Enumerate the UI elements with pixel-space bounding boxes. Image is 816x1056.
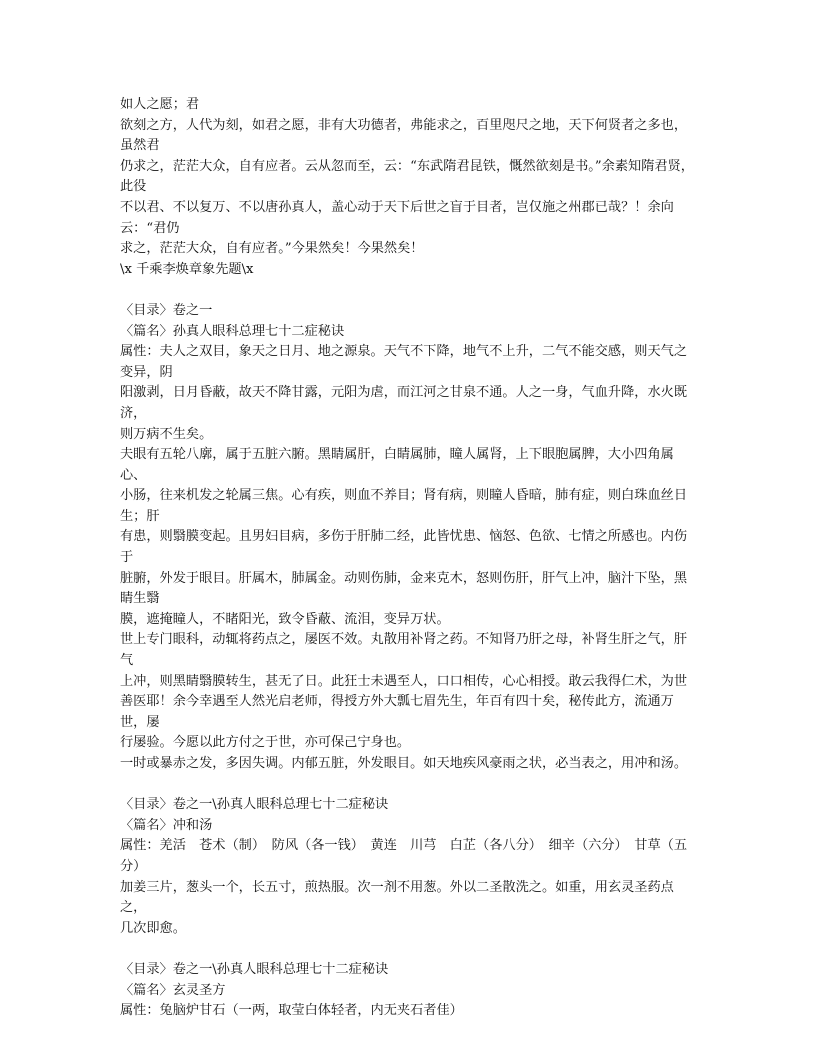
text-line: 世上专门眼科，动辄将药点之，屡医不效。丸散用补肾之药。不知肾乃肝之母，补肾生肝之气，肝气 <box>120 632 688 669</box>
chapter-title: 〈篇名〉玄灵圣方 <box>120 982 226 998</box>
text-line: 求之，茫茫大众，自有应者。”今果然矣！今果然矣！ <box>120 241 424 257</box>
text-line: 属性：羌活 苍术（制） 防风（各一钱） 黄连 川芎 白芷（各八分） 细辛（六分） 甘草（五分） <box>120 838 688 874</box>
section-xuanling-formula <box>120 960 700 1022</box>
text-line: 不以君、不以复万、不以唐孙真人，盖心动于天下后世之盲于目者，岂仅施之州郡已哉？！余向云：“君仍 <box>120 199 674 236</box>
chapter-title: 〈篇名〉孙真人眼科总理七十二症秘诀 <box>120 323 345 339</box>
document-page <box>120 95 700 1022</box>
text-line: 加姜三片，葱头一个，长五寸，煎热服。次一剂不用葱。外以二圣散洗之。如重，用玄灵圣药点之， <box>120 879 674 916</box>
text-line: 阳激剥，日月昏蔽，故天不降甘露，元阳为虐，而江河之甘泉不通。人之一身，气血升降，水火既济， <box>120 385 688 421</box>
text-line: 夫眼有五轮八廓，属于五脏六腑。黑睛属肝，白睛属肺，瞳人属肾，上下眼胞属脾，大小四角属心、 <box>120 447 674 483</box>
chapter-title: 〈篇名〉冲和汤 <box>120 817 213 833</box>
text-line: 行屡验。今愿以此方付之于世，亦可保己宁身也。 <box>120 735 411 751</box>
text-line: 脏腑，外发于眼目。肝属木，肺属金。动则伤肺，金来克木，怒则伤肝，肝气上冲，脑汁下坠，黑睛生翳 <box>120 570 688 607</box>
text-line: 欲刻之方，人代为刻，如君之愿，非有大功德者，弗能求之，百里咫尺之地，天下何贤者之多也，虽然君 <box>120 117 688 154</box>
text-line: 几次即愈。 <box>120 920 186 936</box>
text-line: 一时或暴赤之发，多因失调。内郁五脏，外发眼目。如天地疾风豪雨之状，必当表之，用冲和汤。 <box>120 756 688 771</box>
text-line: 膜，遮掩瞳人，不睹阳光，致令昏蔽、流泪，变异万状。 <box>120 611 450 627</box>
toc-label: 〈目录〉卷之一 <box>120 302 213 318</box>
text-line: 有患，则翳膜变起。且男妇目病，多伤于肝肺二经，此皆忧患、恼怒、色欲、七情之所感也。内伤于 <box>120 529 688 566</box>
toc-label: 〈目录〉卷之一\孙真人眼科总理七十二症秘诀 <box>120 797 389 813</box>
signature-line: \x 千乘李焕章象先题\x <box>120 261 254 277</box>
section-chonghe-decoction <box>120 795 700 939</box>
text-line: 上冲，则黑睛翳膜转生，甚无了日。此狂士未遇至人，口口相传，心心相授。敢云我得仁术，为世 <box>120 673 688 689</box>
preface-block <box>120 95 700 280</box>
text-line: 属性：兔脑炉甘石（一两，取莹白体轻者，内无夹石者佳） <box>120 1003 463 1019</box>
text-line: 善医耶！余今幸遇至人然光启老师，得授方外大瓢七眉先生，年百有四十矣，秘传此方，流通万世，屡 <box>120 694 674 730</box>
text-line: 则万病不生矣。 <box>120 426 213 442</box>
text-line: 如人之愿；君 <box>120 97 200 112</box>
text-line: 小肠，往来机发之轮属三焦。心有疾，则血不养目；肾有病，则瞳人昏暗，肺有症，则白珠血丝日生；肝 <box>120 488 688 524</box>
section-eye-general <box>120 301 700 775</box>
text-line: 属性：夫人之双目，象天之日月、地之源泉。天气不下降，地气不上升，二气不能交感，则天气之变异，阴 <box>120 344 688 380</box>
text-line: 仍求之，茫茫大众，自有应者。云从忽而至，云：“东武隋君昆铁，慨然欲刻是书。”余素知隋君贤，此役 <box>120 158 694 195</box>
toc-label: 〈目录〉卷之一\孙真人眼科总理七十二症秘诀 <box>120 961 389 977</box>
